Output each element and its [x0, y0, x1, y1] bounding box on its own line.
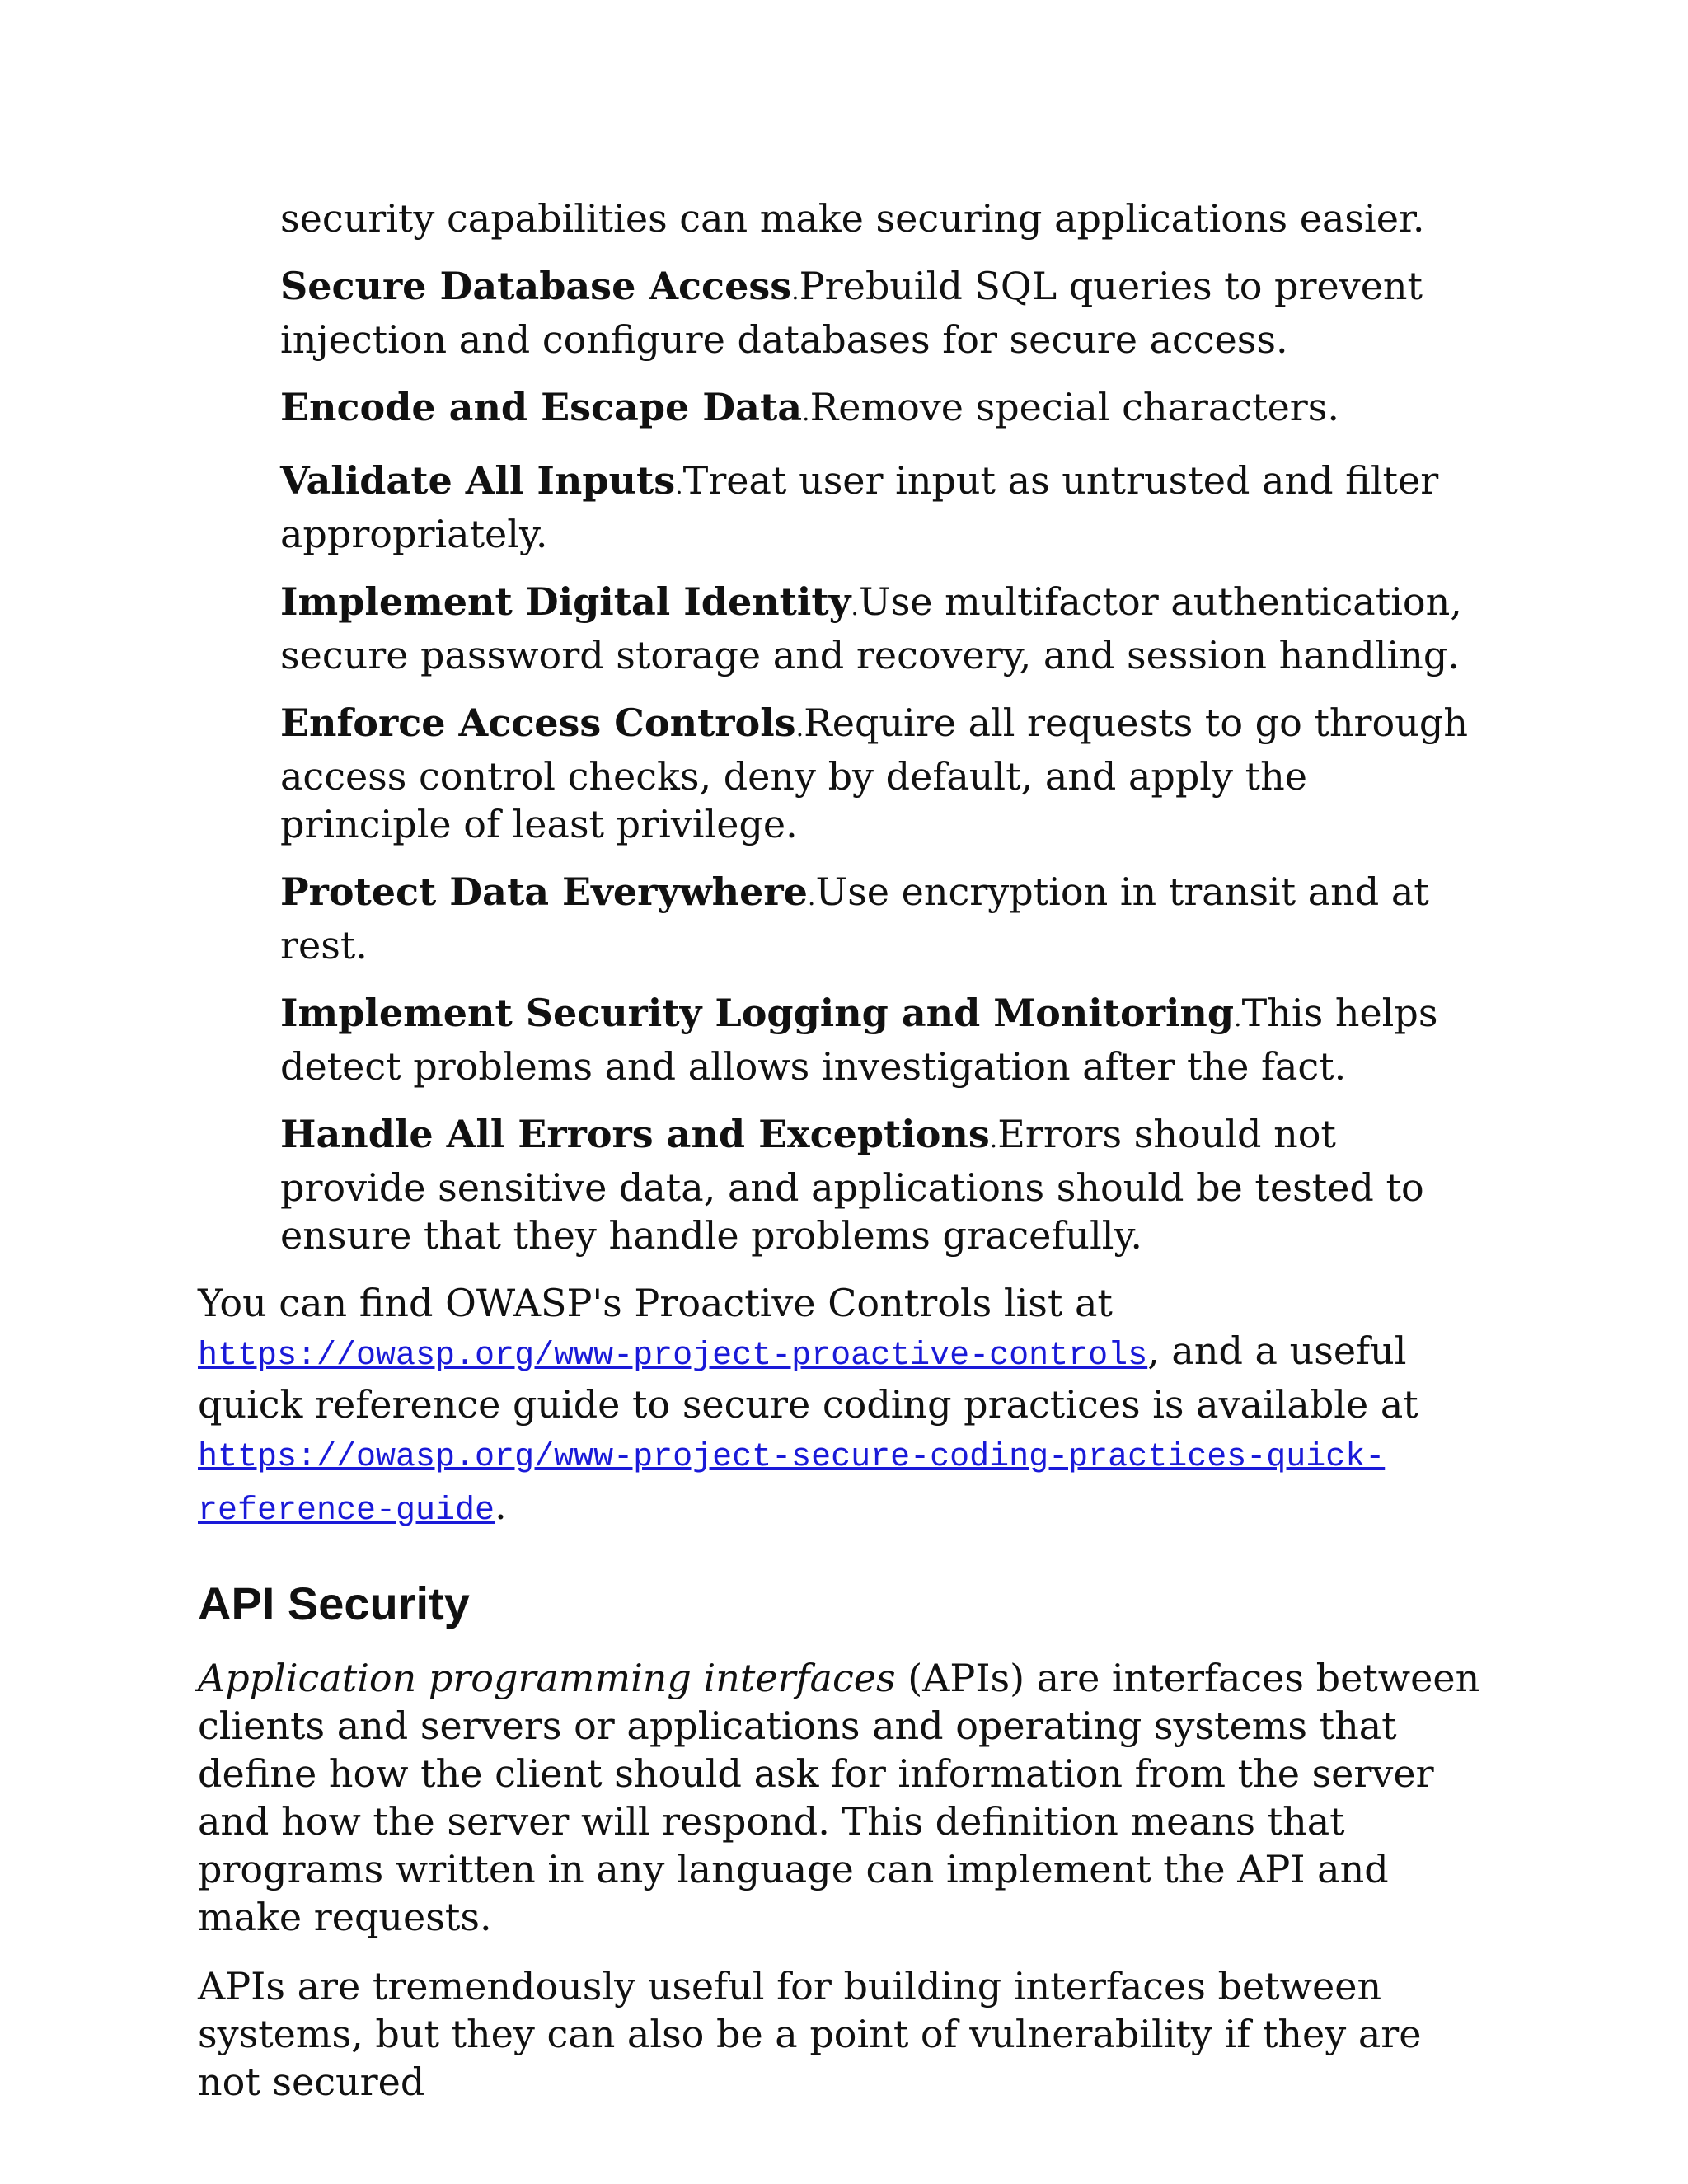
term-separator: . — [1234, 1004, 1242, 1033]
list-item — [280, 868, 1484, 969]
control-term: Implement Digital Identity — [280, 579, 851, 624]
list-item — [280, 383, 1484, 437]
api-vulnerability-paragraph: APIs are tremendously useful for building interfaces between systems, but they can also be a point of vulnerability if they are not secured — [198, 1964, 1422, 2104]
term-separator: . — [795, 714, 804, 743]
page-content — [198, 194, 1484, 2127]
list-item — [280, 457, 1484, 558]
api-definition-paragraph — [198, 1654, 1484, 1941]
api-definition-text: (APIs) are interfaces between clients and servers or applications and operating systems that define how the client should ask for information from the server and how the server will respond. This definition means that programs written in any language can implement the API and make requests. — [198, 1656, 1480, 1939]
owasp-text-2: , and a useful quick reference guide to secure coding practices is available at — [198, 1329, 1418, 1427]
list-item-continuation — [280, 194, 1484, 242]
control-term: Handle All Errors and Exceptions — [280, 1112, 990, 1156]
list-item — [280, 1110, 1484, 1259]
list-item — [280, 699, 1484, 848]
term-separator: . — [791, 277, 799, 306]
control-description: Require all requests to go through access control checks, deny by default, and apply the principle of least privilege. — [280, 701, 1468, 846]
proactive-controls-list — [198, 194, 1484, 1259]
owasp-references-paragraph — [198, 1279, 1484, 1535]
proactive-controls-link[interactable]: https://owasp.org/www-project-proactive-controls — [198, 1338, 1148, 1375]
term-separator: . — [989, 1125, 998, 1154]
control-term: Enforce Access Controls — [280, 701, 796, 745]
control-description: Errors should not provide sensitive data, and applications should be tested to ensure that they handle problems gracefully. — [280, 1112, 1424, 1258]
api-term-emphasis: Application programming interfaces — [198, 1656, 896, 1700]
control-term: Implement Security Logging and Monitoring — [280, 991, 1235, 1035]
list-item — [280, 989, 1484, 1090]
section-heading: API Security — [198, 1577, 470, 1629]
term-separator: . — [851, 593, 859, 621]
control-description: This helps detect problems and allows investigation after the fact. — [280, 991, 1438, 1089]
control-description: Treat user input as untrusted and filter appropriately. — [280, 458, 1439, 556]
control-description: Prebuild SQL queries to prevent injection and configure databases for secure access. — [280, 264, 1423, 362]
control-term: Secure Database Access — [280, 264, 792, 308]
control-term: Protect Data Everywhere — [280, 869, 808, 914]
control-term: Validate All Inputs — [280, 458, 676, 503]
control-description: Use multifactor authentication, secure password storage and recovery, and session handling. — [280, 579, 1462, 677]
term-separator: . — [807, 883, 816, 912]
list-intro-tail: security capabilities can make securing applications easier. — [280, 196, 1425, 241]
secure-coding-guide-link[interactable]: https://owasp.org/www-project-secure-coding-practices-quick-reference-guide — [198, 1439, 1386, 1530]
term-separator: . — [802, 398, 810, 427]
control-term: Encode and Escape Data — [280, 385, 803, 429]
list-item — [280, 262, 1484, 363]
list-item — [280, 578, 1484, 679]
control-description: Remove special characters. — [809, 385, 1340, 429]
owasp-text-3: . — [495, 1483, 507, 1528]
control-description: Use encryption in transit and at rest. — [280, 869, 1429, 968]
term-separator: . — [675, 471, 683, 500]
owasp-text-1: You can find OWASP's Proactive Controls list at — [198, 1281, 1113, 1325]
